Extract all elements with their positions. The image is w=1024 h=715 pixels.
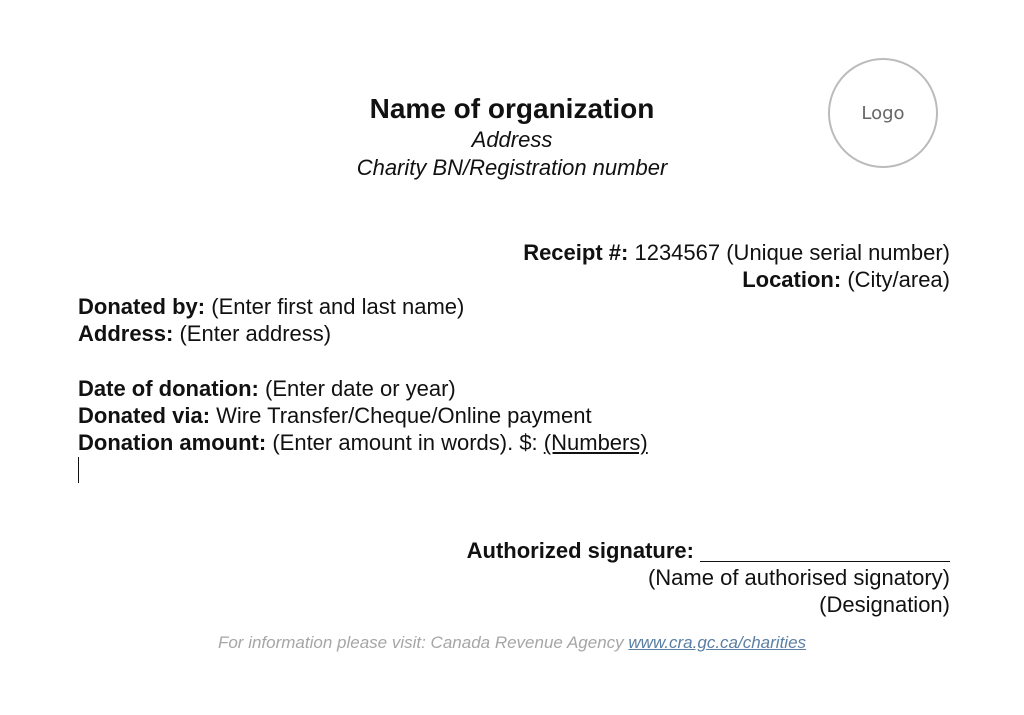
receipt-number-label: Receipt #: bbox=[523, 240, 629, 265]
donation-amount-label: Donation amount: bbox=[78, 430, 267, 455]
registration-number: Charity BN/Registration number bbox=[356, 155, 668, 180]
footer-text: For information please visit: Canada Revenue Agency bbox=[217, 633, 624, 652]
donated-via-label: Donated via: bbox=[78, 403, 211, 428]
donation-amount-words: (Enter amount in words). $: bbox=[272, 430, 538, 455]
signatory-designation: (Designation) bbox=[819, 592, 950, 617]
donated-by-value: (Enter first and last name) bbox=[211, 294, 465, 319]
text-cursor bbox=[78, 457, 79, 483]
footer-note bbox=[0, 633, 1024, 653]
donor-address-line bbox=[78, 320, 464, 347]
donation-date-label: Date of donation: bbox=[78, 376, 259, 401]
signature-line-row bbox=[467, 537, 950, 564]
donated-by-label: Donated by: bbox=[78, 294, 206, 319]
donated-via-line bbox=[78, 402, 648, 429]
donated-via-value: Wire Transfer/Cheque/Online payment bbox=[216, 403, 592, 428]
logo-placeholder bbox=[828, 58, 938, 168]
organization-address: Address bbox=[471, 127, 553, 152]
donor-address-value: (Enter address) bbox=[179, 321, 332, 346]
signatory-name: (Name of authorised signatory) bbox=[647, 565, 950, 590]
donation-date-line bbox=[78, 375, 648, 402]
donation-amount-line bbox=[78, 429, 648, 456]
location-value: (City/area) bbox=[847, 267, 950, 292]
donor-address-label: Address: bbox=[78, 321, 174, 346]
location-label: Location: bbox=[742, 267, 842, 292]
donation-amount-numbers: (Numbers) bbox=[543, 430, 648, 455]
signature-label: Authorized signature: bbox=[466, 538, 694, 563]
logo-label: Logo bbox=[861, 102, 905, 124]
donation-info bbox=[78, 375, 648, 456]
receipt-info bbox=[523, 239, 950, 293]
donation-date-value: (Enter date or year) bbox=[265, 376, 456, 401]
location-line bbox=[523, 266, 950, 293]
donated-by-line bbox=[78, 293, 464, 320]
cra-link[interactable]: www.cra.gc.ca/charities bbox=[628, 633, 807, 652]
donor-info bbox=[78, 293, 464, 347]
signature-section bbox=[467, 537, 950, 618]
signature-line bbox=[700, 539, 950, 562]
receipt-number-line bbox=[523, 239, 950, 266]
receipt-number-value: 1234567 (Unique serial number) bbox=[634, 240, 950, 265]
organization-name: Name of organization bbox=[369, 93, 655, 124]
